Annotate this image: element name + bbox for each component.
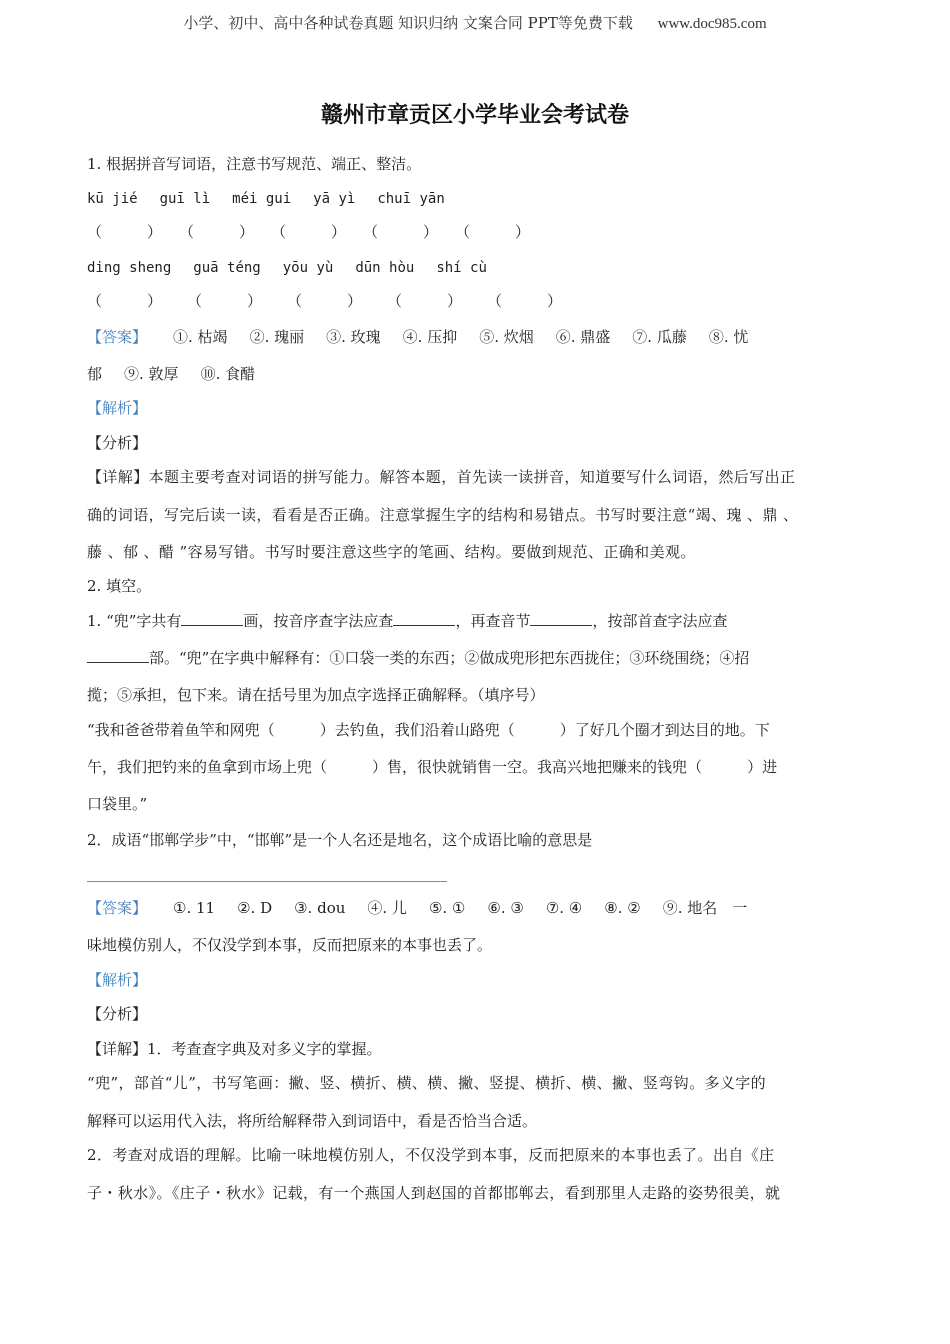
q1-answer-line-2 xyxy=(87,364,867,384)
pinyin: chuī yān xyxy=(377,191,445,207)
q2-story-line-2 xyxy=(87,757,867,777)
q1-pinyin-row-1 xyxy=(87,189,867,209)
dotted-char: 兜 xyxy=(484,721,500,739)
answer-paren: （ ） xyxy=(187,292,263,310)
q1-detail-line: 【详解】本题主要考查对词语的拼写能力。解答本题，首先读一读拼音，知道要写什么词语，然后写出正 xyxy=(87,468,796,486)
q1-detail-line: 藤 、郁 、醋 ”容易写错。书写时要注意这些字的笔画、结构。要做到规范、正确和美观。 xyxy=(87,543,696,561)
text-segment: （ ）去钓鱼，我们沿着山路 xyxy=(259,721,485,739)
pinyin: ding sheng xyxy=(87,260,172,276)
header-url[interactable]: www.doc985.com xyxy=(657,16,767,32)
q2-detail-line: 【详解】1．考查查字典及对多义字的掌握。 xyxy=(87,1040,382,1058)
answer-item: ⑩. 食醋 xyxy=(200,365,256,383)
pinyin: shí cù xyxy=(436,260,487,276)
answer-paren: （ ） xyxy=(455,223,531,241)
dotted-char: 兜 xyxy=(244,721,260,739)
q2-sub1-line-3: 揽；⑤承担，包下来。请在括号里为加点字选择正确解释。（填序号） xyxy=(87,686,545,704)
answer-item: ②. D xyxy=(237,899,273,917)
text-segment: ，按部首查字法应查 xyxy=(592,612,728,630)
answer-label: 【答案】 xyxy=(87,899,148,917)
answer-item: ①. 11 xyxy=(173,899,216,917)
fill-blank xyxy=(393,611,455,626)
answer-item: ⑤. ① xyxy=(428,899,466,917)
answer-paren: （ ） xyxy=(287,292,363,310)
pinyin: dūn hòu xyxy=(355,260,415,276)
page-header xyxy=(0,12,950,33)
q2-sub1-line-1 xyxy=(87,611,867,631)
pinyin: guā téng xyxy=(193,260,261,276)
answer-rule-line xyxy=(87,881,447,882)
text-segment: 1. “兜”字共有 xyxy=(87,612,182,630)
q2-sub1-line-2 xyxy=(87,648,867,668)
q2-detail-line: 解释可以运用代入法，将所给解释带入到词语中，看是否恰当合适。 xyxy=(87,1112,538,1130)
answer-paren: （ ） xyxy=(87,292,163,310)
answer-item: 郁 xyxy=(87,365,103,383)
q2-answer-line-1 xyxy=(87,898,867,918)
answer-item: ⑥. 鼎盛 xyxy=(555,328,611,346)
document-title: 赣州市章贡区小学毕业会考试卷 xyxy=(320,102,629,128)
answer-item: ⑥. ③ xyxy=(487,899,524,917)
fill-blank xyxy=(87,648,149,663)
q1-detail-line: 确的词语，写完后读一读，看看是否正确。注意掌握生字的结构和易错点。书写时要注意“竭、瑰 、鼎 、 xyxy=(87,506,799,524)
q2-story-line-1 xyxy=(87,720,867,740)
answer-item: ⑦. 瓜藤 xyxy=(632,328,687,346)
answer-item: ①. 枯竭 xyxy=(173,328,228,346)
answer-paren: （ ） xyxy=(271,223,347,241)
text-segment: 部。“兜”在字典中解释有：①口袋一类的东西；②做成兜形把东西拢住；③环绕围绕；④招 xyxy=(149,649,750,667)
answer-item: ⑤. 炊烟 xyxy=(479,328,534,346)
text-segment: “我和爸爸带着鱼竿和网 xyxy=(87,721,245,739)
answer-item: ⑧. 忧 xyxy=(708,328,749,346)
q2-analysis-label: 【解析】 xyxy=(87,971,148,989)
q1-paren-row-1 xyxy=(87,222,867,242)
answer-paren: （ ） xyxy=(179,223,255,241)
pinyin: yā yì xyxy=(313,191,356,207)
pinyin: kū jié xyxy=(87,191,138,207)
answer-item: ③. 玫瑰 xyxy=(326,328,381,346)
text-segment: （ ）售，很快就销售一空。我高兴地把赚来的钱 xyxy=(312,758,673,776)
fill-blank xyxy=(181,611,243,626)
answer-paren: （ ） xyxy=(363,223,439,241)
text-segment: （ ）进 xyxy=(687,758,778,776)
answer-paren: （ ） xyxy=(387,292,463,310)
q2-sub2: 2．成语“邯郸学步”中，“邯郸”是一个人名还是地名，这个成语比喻的意思是 xyxy=(87,831,593,849)
q2-story-line-3: 口袋里。” xyxy=(87,795,148,813)
text-segment: ，再查音节 xyxy=(455,612,531,630)
q2-prompt: 2. 填空。 xyxy=(87,577,152,595)
q2-detail-line: “兜”，部首“儿”，书写笔画：撇、竖、横折、横、横、撇、竖提、横折、横、撇、竖弯钩。多义字的 xyxy=(87,1074,767,1092)
pinyin: yōu yù xyxy=(282,260,334,276)
answer-paren: （ ） xyxy=(87,223,163,241)
q1-prompt: 1. 根据拼音写词语，注意书写规范、端正、整洁。 xyxy=(87,155,422,173)
answer-paren: （ ） xyxy=(487,292,563,310)
answer-item: ②. 瑰丽 xyxy=(249,328,305,346)
q1-analysis-label: 【解析】 xyxy=(87,399,148,417)
q1-pinyin-row-2 xyxy=(87,258,867,278)
dotted-char: 兜 xyxy=(672,758,688,776)
header-text: 小学、初中、高中各种试卷真题 知识归纳 文案合同 PPT等免费下载 xyxy=(183,14,633,32)
answer-label: 【答案】 xyxy=(87,328,148,346)
answer-item: ③. dou xyxy=(294,899,346,917)
pinyin: méi gui xyxy=(232,191,292,207)
q2-detail-line: 子・秋水》。《庄子・秋水》记载，有一个燕国人到赵国的首都邯郸去，看到那里人走路的姿势很美，就 xyxy=(87,1184,781,1202)
q2-detail-line: 2．考查对成语的理解。比喻一味地模仿别人，不仅没学到本事，反而把原来的本事也丢了。出自《庄 xyxy=(87,1146,775,1164)
text-segment: 画，按音序查字法应查 xyxy=(243,612,394,630)
q1-paren-row-2 xyxy=(87,291,867,311)
answer-item: ⑨. 敦厚 xyxy=(124,365,179,383)
fill-blank xyxy=(530,611,592,626)
answer-item: ⑧. ② xyxy=(604,899,641,917)
q2-fenxi-label: 【分析】 xyxy=(87,1005,148,1023)
q1-fenxi-label: 【分析】 xyxy=(87,434,148,452)
answer-item: ④. 儿 xyxy=(367,899,407,917)
text-segment: （ ）了好几个圈才到达目的地。下 xyxy=(499,721,770,739)
pinyin: guī lì xyxy=(159,191,211,207)
q1-answer-line-1 xyxy=(87,327,867,347)
q2-answer-line-2: 味地模仿别人，不仅没学到本事，反而把原来的本事也丢了。 xyxy=(87,936,493,954)
text-segment: 午，我们把钓来的鱼拿到市场上 xyxy=(87,758,298,776)
answer-item: ⑨. 地名 一 xyxy=(662,899,748,917)
dotted-char: 兜 xyxy=(297,758,313,776)
answer-item: ④. 压抑 xyxy=(402,328,458,346)
answer-item: ⑦. ④ xyxy=(545,899,583,917)
